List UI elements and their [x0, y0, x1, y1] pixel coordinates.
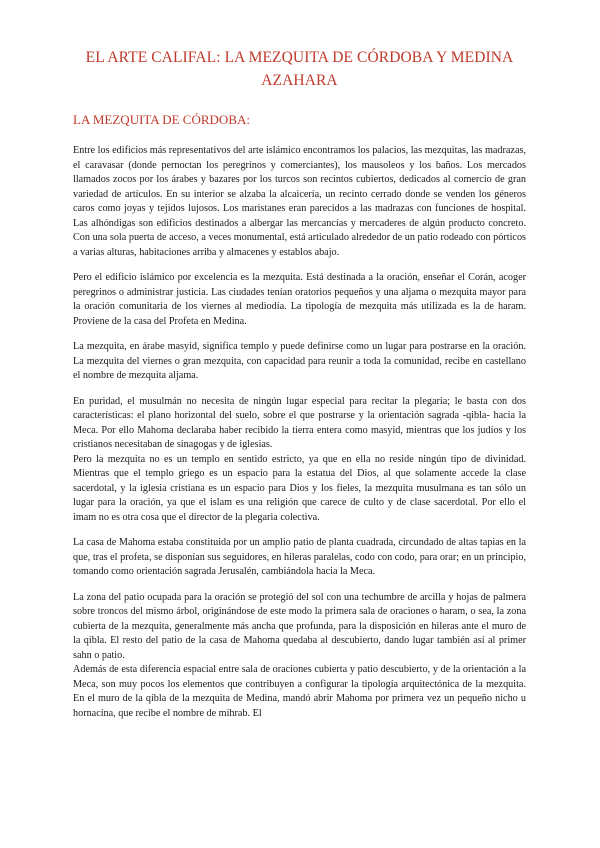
section-heading: LA MEZQUITA DE CÓRDOBA:	[73, 112, 250, 127]
document-title: EL ARTE CALIFAL: LA MEZQUITA DE CÓRDOBA Y MEDINA AZAHARA	[85, 49, 514, 89]
paragraph: En puridad, el musulmán no necesita de ningún lugar especial para recitar la plegaria; le basta con dos características: el plano horizontal del suelo, sobre el que postrarse y la orientación sagrada -qibla- hacia la Meca. Por ello Mahoma declaraba haber recibido la tierra entera como masyid, mientras que los judíos y los cristianos necesitaban de sinagogas y de iglesias.	[73, 395, 526, 450]
paragraph: La casa de Mahoma estaba constituida por un amplio patio de planta cuadrada, circundado de altas tapias en la que, tras el profeta, se disponían sus seguidores, en hileras paralelas, codo con codo, para orar; en un principio, tomando como orientación sagrada Jerusalén, cambiándola hacia la Meca.	[73, 537, 526, 577]
paragraph: La mezquita, en árabe masyid, significa templo y puede definirse como un lugar para postrarse en la oración. La mezquita del viernes o gran mezquita, con capacidad para reunir a toda la comunidad, recibe en castellano el nombre de mezquita aljama.	[73, 341, 526, 381]
paragraph: Entre los edificios más representativos del arte islámico encontramos los palacios, las mezquitas, las madrazas, el caravasar (donde pernoctan los peregrinos y comerciantes), los mausoleos y los baños. Los mercados llamados zocos por los árabes y bazares por los turcos son recintos cubiertos, dedicados al comercio de gran variedad de artículos. En su interior se alzaba la alcaicería, un recinto cerrado donde se venden los géneros caros como joyas y tejidos lujosos. Los maristanes eran parecidos a las madrazas con funciones de hospital. Las alhóndigas son edificios destinados a albergar las mercancías y mercaderes de algún producto concreto. Con una sola puerta de acceso, a veces monumental, está articulado alrededor de un patio rodeado con pórticos a varias alturas, habitaciones arriba y almacenes y establos abajo.	[73, 145, 526, 258]
paragraph: Además de esta diferencia espacial entre sala de oraciones cubierta y patio descubierto, y de la orientación a la Meca, son muy pocos los elementos que contribuyen a configurar la tipología arquitectónica de la mezquita. En el muro de la qibla de la mezquita de Medina, mandó abrir Mahoma por primera vez un pequeño nicho u hornacina, que recibe el nombre de mihrab. El	[73, 664, 526, 719]
paragraph: Pero el edificio islámico por excelencia es la mezquita. Está destinada a la oración, enseñar el Corán, acoger peregrinos o administrar justicia. Las ciudades tenían oratorios pequeños y una aljama o mezquita mayor para la oración comunitaria de los viernes al mediodía. La tipología de mezquita más utilizada es la de haram. Proviene de la casa del Profeta en Medina.	[73, 272, 526, 327]
paragraph: Pero la mezquita no es un templo en sentido estricto, ya que en ella no reside ningún tipo de divinidad. Mientras que el templo griego es un espacio para la estatua del Dios, al que solamente accede la clase sacerdotal, y la iglesia cristiana es un espacio para Dios y los fieles, la mezquita musulmana es tan sólo un lugar para la oración, ya que el islam es una religión que carece de culto y de clase sacerdotal. Por ello el imam no es otra cosa que el director de la plegaria colectiva.	[73, 453, 526, 523]
paragraph: La zona del patio ocupada para la oración se protegió del sol con una techumbre de arcilla y hojas de palmera sobre troncos del mismo árbol, originándose de este modo la primera sala de oraciones o haram, o sea, la zona cubierta de la mezquita, generalmente más ancha que profunda, para la disposición en hileras ante el muro de la qibla. El resto del patio de la casa de Mahoma quedaba al descubierto, dando lugar también así al primer sahn o patio.	[73, 591, 526, 661]
